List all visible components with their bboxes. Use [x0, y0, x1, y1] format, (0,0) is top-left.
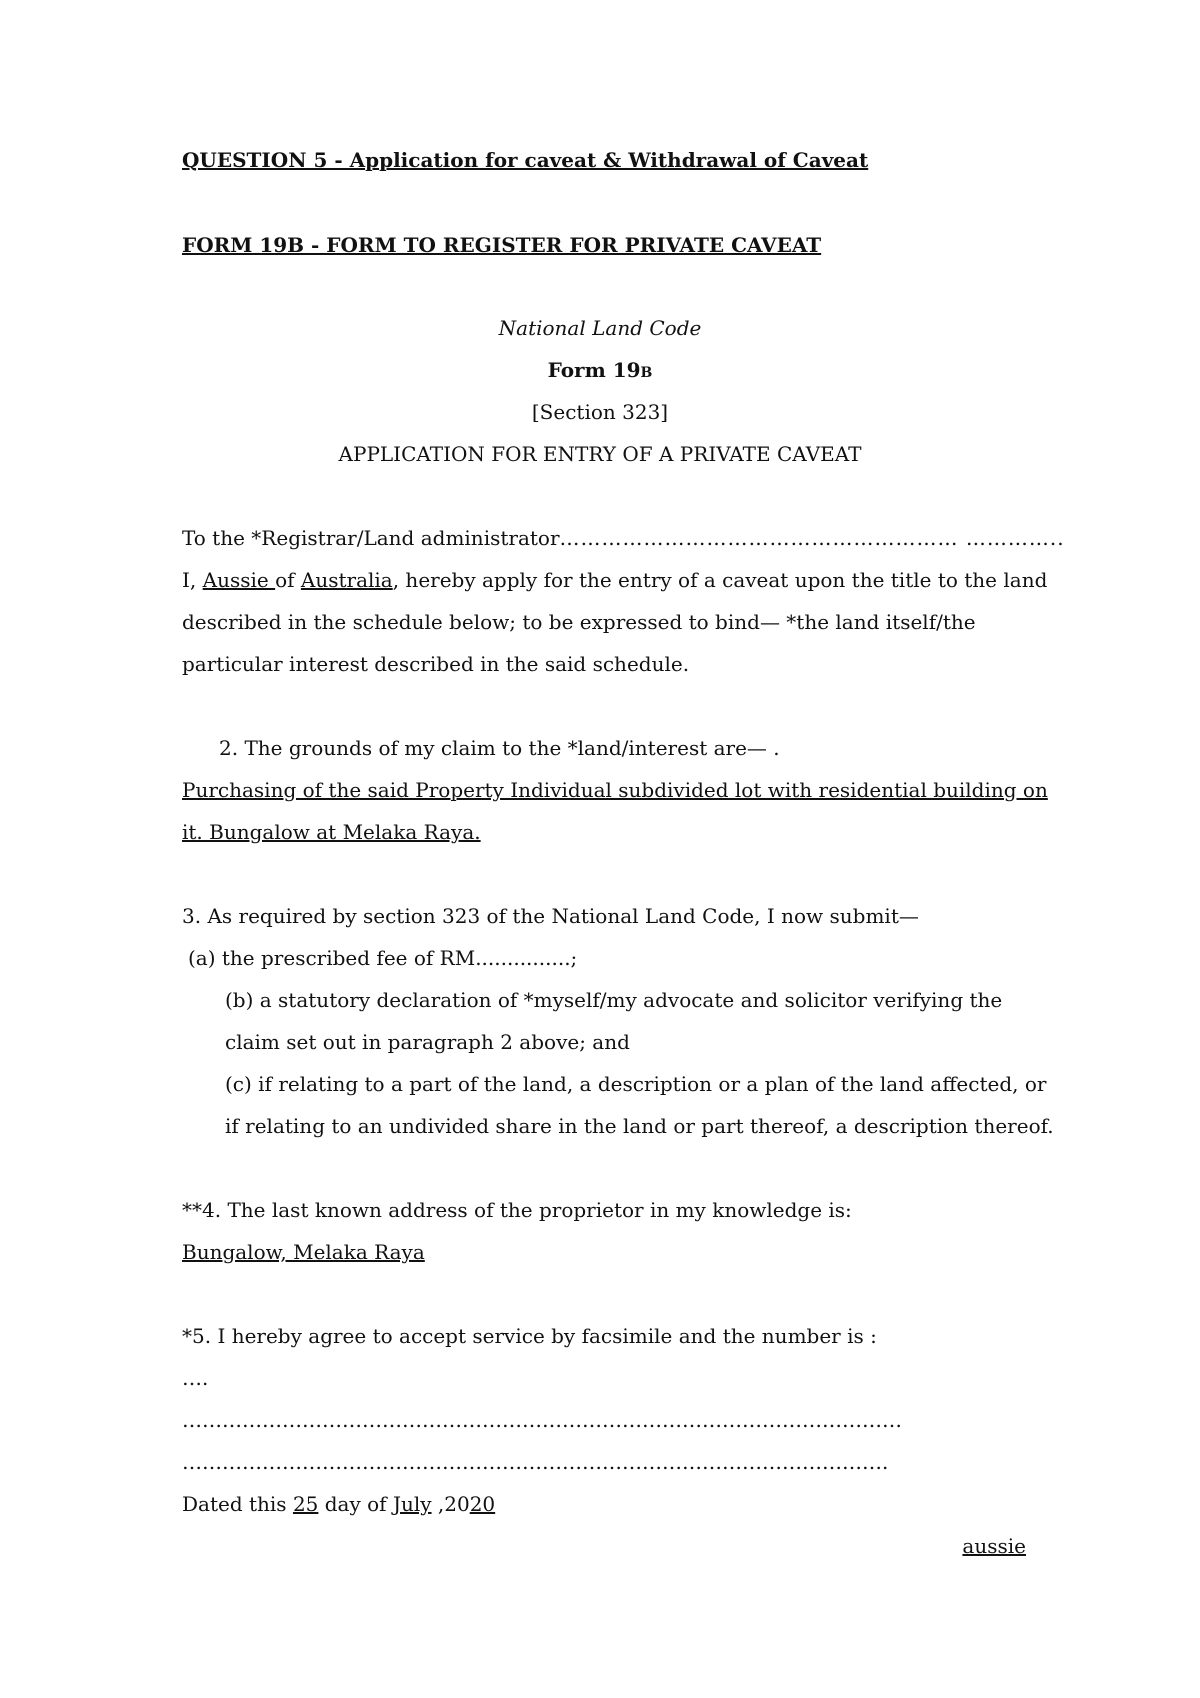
dated-year-prefix: ,20: [431, 1492, 470, 1516]
para1-line2: described in the schedule below; to be expressed to bind— *the land itself/the: [182, 610, 976, 634]
applicant-name: Aussie: [202, 568, 276, 592]
dated-year-suffix: 20: [469, 1492, 496, 1516]
para4-intro: **4. The last known address of the proprietor in my knowledge is:: [182, 1198, 852, 1222]
para1-rest: , hereby apply for the entry of a caveat upon the title to the land: [392, 568, 1048, 592]
form-heading: FORM 19B - FORM TO REGISTER FOR PRIVATE CAVEAT: [182, 233, 822, 257]
fax-dots-line2: ………………………………………………………………………………………………: [182, 1408, 902, 1432]
proprietor-address: Bungalow, Melaka Raya: [182, 1240, 425, 1264]
para2-intro: 2. The grounds of my claim to the *land/interest are— .: [219, 736, 780, 760]
form-title: [0, 356, 1200, 387]
para3-item-c-line2: if relating to an undivided share in the land or part thereof, a description thereof.: [225, 1114, 1054, 1138]
item-a-dots: ...............;: [475, 946, 578, 970]
grounds-answer-line2: it. Bungalow at Melaka Raya.: [182, 820, 481, 844]
para1-line1: [182, 566, 1047, 594]
form-title-suffix: B: [640, 365, 653, 381]
para3-item-b-line1: (b) a statutory declaration of *myself/my advocate and solicitor verifying the: [225, 988, 1003, 1012]
dated-prefix: Dated this: [182, 1492, 293, 1516]
dated-day: 25: [292, 1492, 319, 1516]
section-reference: [Section 323]: [531, 400, 669, 424]
form-title-main: Form 19: [547, 358, 641, 382]
para1-line3: particular interest described in the said schedule.: [182, 652, 690, 676]
para3-item-b-line2: claim set out in paragraph 2 above; and: [225, 1030, 630, 1054]
fax-dots-line1: ….: [182, 1366, 209, 1390]
para5-intro: *5. I hereby agree to accept service by facsimile and the number is :: [182, 1324, 877, 1348]
grounds-answer-line1: Purchasing of the said Property Individual subdivided lot with residential building on: [182, 778, 1048, 802]
para3-item-a: [188, 944, 577, 972]
dated-month: July: [392, 1492, 432, 1516]
para1-prefix: I,: [182, 568, 203, 592]
addressee-dots: ………………………………………………… …………..: [559, 526, 1065, 550]
addressee-text: To the *Registrar/Land administrator: [182, 526, 560, 550]
applicant-country: Australia: [300, 568, 393, 592]
item-a-text: (a) the prescribed fee of RM: [188, 946, 476, 970]
fax-dots-line3: …………………………………………………………………………………………….: [182, 1450, 889, 1474]
dated-line: [182, 1490, 495, 1518]
para3-item-c-line1: (c) if relating to a part of the land, a description or a plan of the land affected, or: [225, 1072, 1047, 1096]
para3-intro: 3. As required by section 323 of the National Land Code, I now submit—: [182, 904, 919, 928]
question-heading: QUESTION 5 - Application for caveat & Withdrawal of Caveat: [182, 148, 869, 172]
para1-of: of: [275, 568, 301, 592]
act-name: National Land Code: [498, 316, 702, 340]
signature: aussie: [962, 1534, 1026, 1558]
dated-middle: day of: [318, 1492, 393, 1516]
addressee-line: [182, 524, 1065, 552]
application-title: APPLICATION FOR ENTRY OF A PRIVATE CAVEAT: [338, 442, 862, 466]
